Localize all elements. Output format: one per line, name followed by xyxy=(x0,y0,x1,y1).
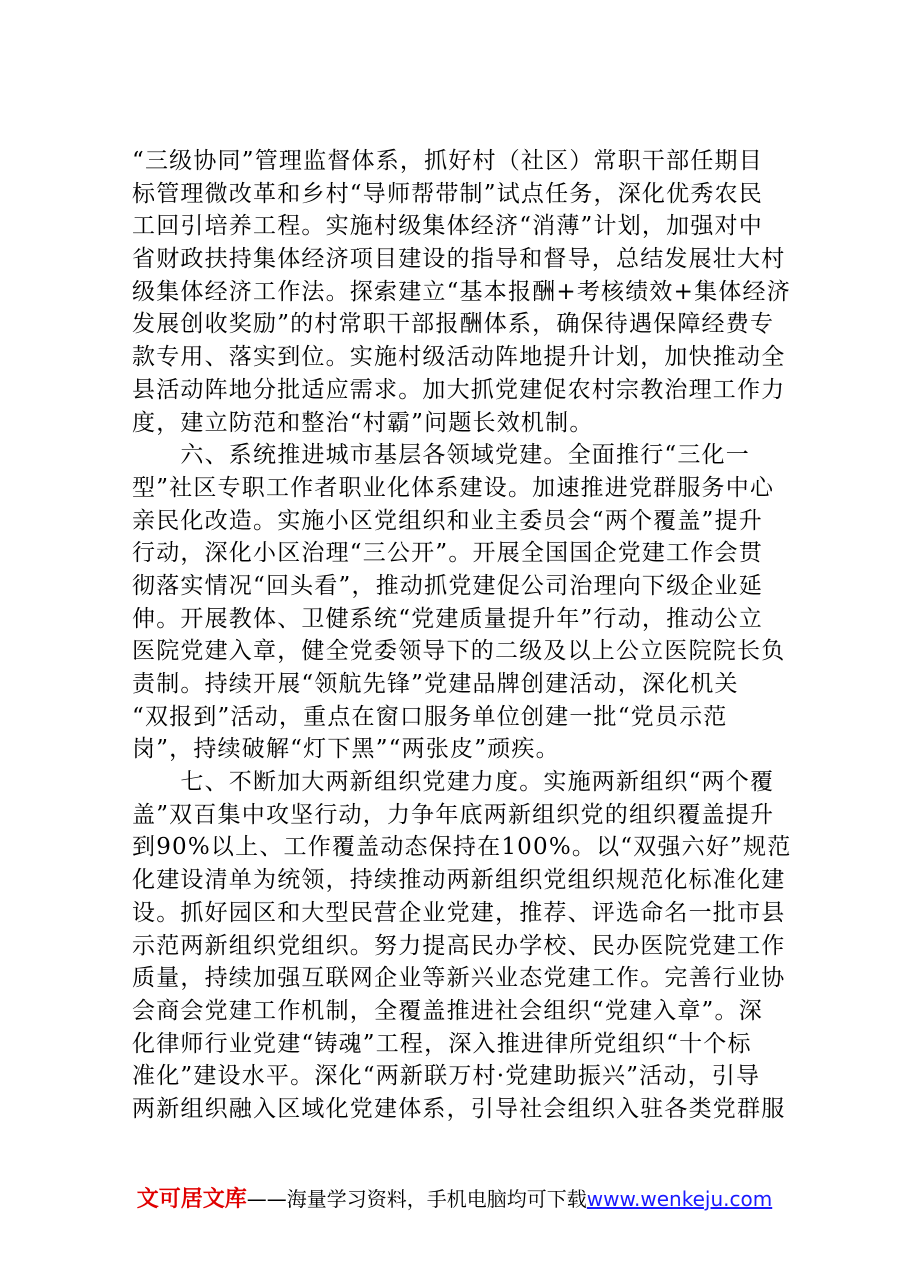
text-line: 级集体经济工作法。探索建立“基本报酬+考核绩效+集体经济 xyxy=(132,278,791,305)
text-line: 会商会党建工作机制，全覆盖推进社会组织“党建入章”。深 xyxy=(132,997,763,1024)
text-line: 六、系统推进城市基层各领域党建。全面推行“三化一 xyxy=(132,442,750,469)
text-line: 伸。开展教体、卫健系统“党建质量提升年”行动，推动公立 xyxy=(132,605,763,632)
text-line: 准化”建设水平。深化“两新联万村·党建助振兴”活动，引导 xyxy=(132,1063,761,1090)
text-line: 标管理微改革和乡村“导师帮带制”试点任务，深化优秀农民 xyxy=(132,180,763,207)
text-line: 行动，深化小区治理“三公开”。开展全国国企党建工作会贯 xyxy=(132,540,763,567)
text-line: 质量，持续加强互联网企业等新兴业态党建工作。完善行业协 xyxy=(132,965,786,992)
text-line: 县活动阵地分批适应需求。加大抓党建促农村宗教治理工作力 xyxy=(132,376,786,403)
text-line: “三级协同”管理监督体系，抓好村（社区）常职干部任期目 xyxy=(132,148,763,174)
text-line: 医院党建入章，健全党委领导下的二级及以上公立医院院长负 xyxy=(132,638,786,665)
text-line: 化建设清单为统领，持续推动两新组织党组织规范化标准化建 xyxy=(132,867,786,894)
text-line: 两新组织融入区域化党建体系，引导社会组织入驻各类党群服 xyxy=(132,1095,786,1122)
text-line: 型”社区专职工作者职业化体系建设。加速推进党群服务中心 xyxy=(132,474,775,501)
footer-banner xyxy=(0,1182,909,1213)
text-line: 款专用、落实到位。实施村级活动阵地提升计划，加快推动全 xyxy=(132,344,786,371)
text-line: 示范两新组织党组织。努力提高民办学校、民办医院党建工作 xyxy=(132,932,786,959)
text-line: 化律师行业党建“铸魂”工程，深入推进律所党组织“十个标 xyxy=(132,1030,752,1057)
text-line: 度，建立防范和整治“村霸”问题长效机制。 xyxy=(132,409,594,436)
text-line: 岗”，持续破解“灯下黑”“两张皮”顽疾。 xyxy=(132,736,560,763)
text-line: “双报到”活动，重点在窗口服务单位创建一批“党员示范 xyxy=(132,703,728,730)
footer-text: ——海量学习资料，手机电脑均可下载 xyxy=(246,1187,587,1211)
text-line: 到90%以上、工作覆盖动态保持在100%。以“双强六好”规范 xyxy=(132,834,792,861)
text-line: 亲民化改造。实施小区党组织和业主委员会“两个覆盖”提升 xyxy=(132,507,763,534)
text-line: 盖”双百集中攻坚行动，力争年底两新组织党的组织覆盖提升 xyxy=(132,801,775,828)
footer-link[interactable]: www.wenkeju.com xyxy=(586,1187,773,1211)
document-body xyxy=(132,145,794,1126)
text-line: 责制。持续开展“领航先锋”党建品牌创建活动，深化机关 xyxy=(132,671,739,697)
text-line: 七、不断加大两新组织党建力度。实施两新组织“两个覆 xyxy=(132,769,775,796)
text-line: 发展创收奖励”的村常职干部报酬体系，确保待遇保障经费专 xyxy=(132,311,775,338)
text-line: 设。抓好园区和大型民营企业党建，推荐、评选命名一批市县 xyxy=(132,899,786,926)
text-line: 工回引培养工程。实施村级集体经济“消薄”计划，加强对中 xyxy=(132,213,763,240)
text-line: 彻落实情况“回头看”，推动抓党建促公司治理向下级企业延 xyxy=(132,572,763,599)
footer-brand: 文可居文库 xyxy=(136,1187,247,1212)
text-line: 省财政扶持集体经济项目建设的指导和督导，总结发展壮大村 xyxy=(132,246,786,273)
